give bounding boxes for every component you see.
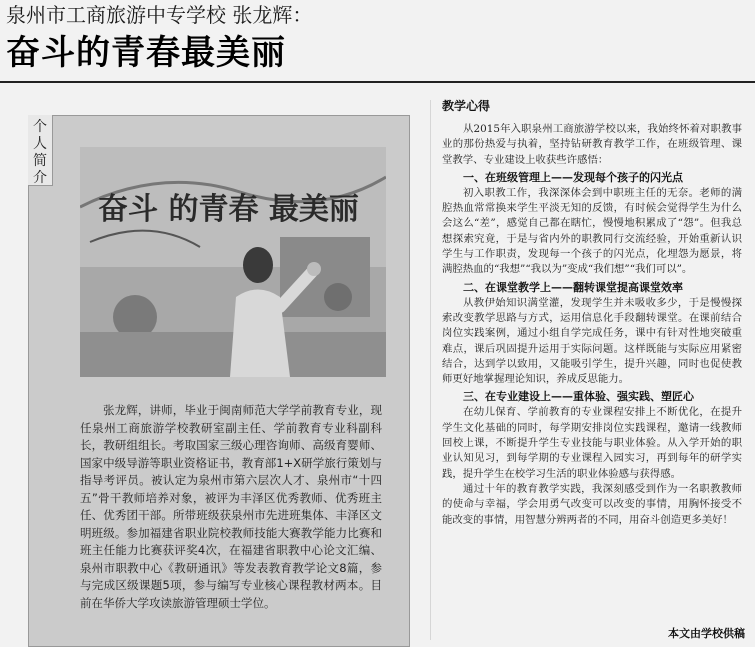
paragraph-1: 初入职教工作，我深深体会到中职班主任的无奈。老师的满腔热血常常换来学生平淡无知的反馈，有时候会觉得学生为什么会这么“差”，感觉自己都在瞎忙，慢慢地积累成了“怨”。但我总想探索究竟，于是与省内外的职教同行交流经验，开始重新认识学生与工作职责，发现每一个孩子的闪光点，化埋怨为愿景，将满腔热血的“我想”“我以为”变成“我们想”“我们可以”。 <box>442 186 742 276</box>
article-column <box>442 98 742 528</box>
paragraph-2: 从教伊始知识满堂灌，发现学生并未吸收多少，于是慢慢探索改变教学思路与方式，运用信息化手段翻转课堂。在课前结合岗位实践案例，通过小组自学完成任务，课中有针对性地突破重难点，课后巩固提升运用于实际问题。这样既能与实际应用紧密结合，达到学以致用，又能吸引学生，提升兴趣，同时也促使教师更好地掌握理论知识，养成反思能力。 <box>442 296 742 386</box>
profile-tag <box>28 115 53 186</box>
article-headline: 奋斗的青春最美丽 <box>6 33 286 73</box>
header-rule <box>0 81 755 83</box>
graffiti-text: 奋斗 的青春 最美丽 <box>98 192 359 227</box>
article-body <box>442 122 742 528</box>
column-divider <box>430 100 431 640</box>
bio-text: 张龙辉，讲师，毕业于闽南师范大学学前教育专业，现任泉州工商旅游学校教研室副主任、学前教育专业科副科长，教研组组长。考取国家三级心理咨询师、高级育婴师、国家中级导游等职业资格证书，教育部1+X研学旅行策划与指导考评员。被认定为泉州市第六层次人才、泉州市“十四五”骨干教师培养对象，被评为丰泽区优秀教师、优秀班主任、优秀团干部。所带班级获泉州市先进班集体、丰泽区文明班级。参加福建省职业院校教师技能大赛教学能力比赛和班主任能力比赛获评奖4次，在福建省职教中心论文汇编、泉州市职教中心《教研通讯》等发表教育教学论文8篇，参与完成区级课题5项，参与编写专业核心课程教材两本。目前在华侨大学攻读旅游管理硕士学位。 <box>80 403 382 610</box>
subheading-1: 一、在班级管理上——发现每个孩子的闪光点 <box>463 170 683 184</box>
subheading-2: 二、在课堂教学上——翻转课堂提高课堂效率 <box>463 280 683 294</box>
subheading-3: 三、在专业建设上——重体验、强实践、塑匠心 <box>463 390 694 404</box>
section-title: 教学心得 <box>442 99 491 113</box>
profile-bio <box>80 402 382 612</box>
profile-tag-label: 个人简介 <box>33 119 47 186</box>
photo-illustration <box>80 147 386 377</box>
article-kicker: 泉州市工商旅游中专学校 张龙辉： <box>6 3 313 27</box>
paragraph-4: 通过十年的教育教学实践，我深刻感受到作为一名职教教师的使命与幸福，学会用勇气改变可以改变的事情，用胸怀接受不能改变的事情，用智慧分辨两者的不同，用奋斗创造更多美好！ <box>442 482 742 526</box>
intro-paragraph: 从2015年入职泉州工商旅游学校以来，我始终怀着对职教事业的那份热爱与执着，坚持钻研教育教学工作，在班级管理、课堂教学、专业建设上收获些许感悟： <box>442 123 742 166</box>
paragraph-3: 在幼儿保育、学前教育的专业课程安排上不断优化，在提升学生文化基础的同时，每学期安排岗位实践课程，邀请一线教师回校上课，不断提升学生专业技能与职业体验。从入学开始的职业认知见习，到每学期的专业课程入园实习，再到每年的研学实践，提升学生在校学习生活的职业体验感与获得感。 <box>442 406 742 480</box>
profile-photo <box>80 147 386 377</box>
source-credit: 本文由学校供稿 <box>668 627 745 640</box>
